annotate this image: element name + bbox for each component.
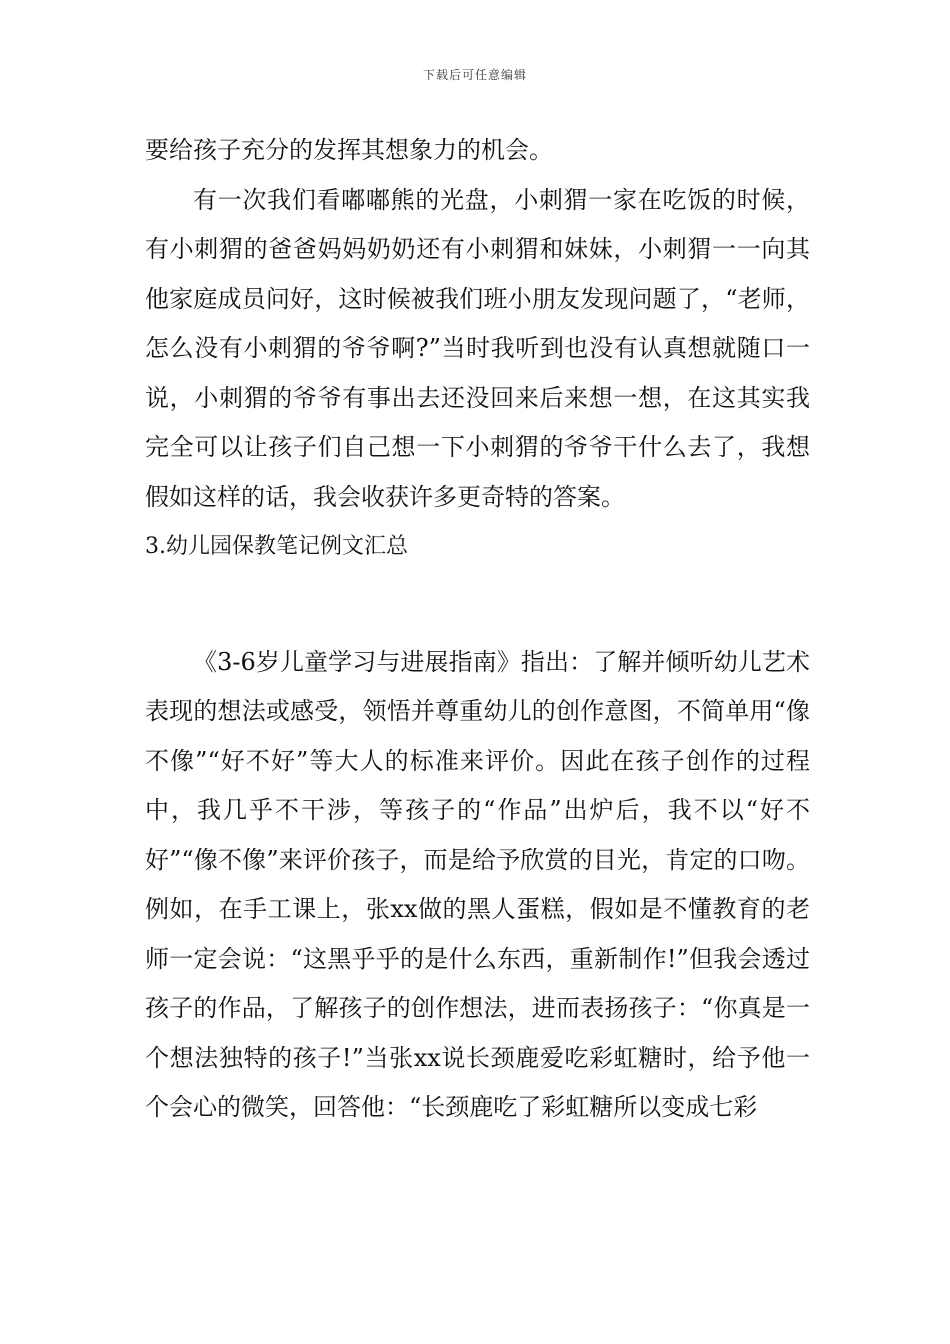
section-title: 3.幼儿园保教笔记例文汇总 xyxy=(145,534,408,559)
paragraph-1: 要给孩子充分的发挥其想象力的机会。 xyxy=(145,136,553,164)
paragraph-2: 有一次我们看嘟嘟熊的光盘，小刺猬一家在吃饭的时候，有小刺猬的爸爸妈妈奶奶还有小刺猬和妹妹，小刺猬一一向其他家庭成员问好，这时候被我们班小朋友发现问题了，“老师，怎么没有小刺猬的爷爷啊?”当时我听到也没有认真想就随口一说，小刺猬的爷爷有事出去还没回来后来想一想，在这其实我完全可以让孩子们自己想一下小刺猬的爷爷干什么去了，我想假如这样的话，我会收获许多更奇特的答案。 xyxy=(145,185,810,511)
document-body xyxy=(145,126,810,1133)
paragraph-3: 《3-6岁儿童学习与进展指南》指出：了解并倾听幼儿艺术表现的想法或感受，领悟并尊重幼儿的创作意图，不简单用“像不像”“好不好”等大人的标准来评价。因此在孩子创作的过程中，我几乎不干涉，等孩子的“作品”出炉后，我不以“好不好”“像不像”来评价孩子，而是给予欣赏的目光，肯定的口吻。例如，在手工课上，张xx做的黑人蛋糕，假如是不懂教育的老师一定会说：“这黑乎乎的是什么东西，重新制作!”但我会透过孩子的作品，了解孩子的创作想法，进而表扬孩子：“你真是一个想法独特的孩子!”当张xx说长颈鹿爱吃彩虹糖时，给予他一个会心的微笑，回答他：“长颈鹿吃了彩虹糖所以变成七彩 xyxy=(145,647,810,1121)
section-spacer xyxy=(145,572,810,638)
header-note: 下载后可任意编辑 xyxy=(422,68,527,82)
